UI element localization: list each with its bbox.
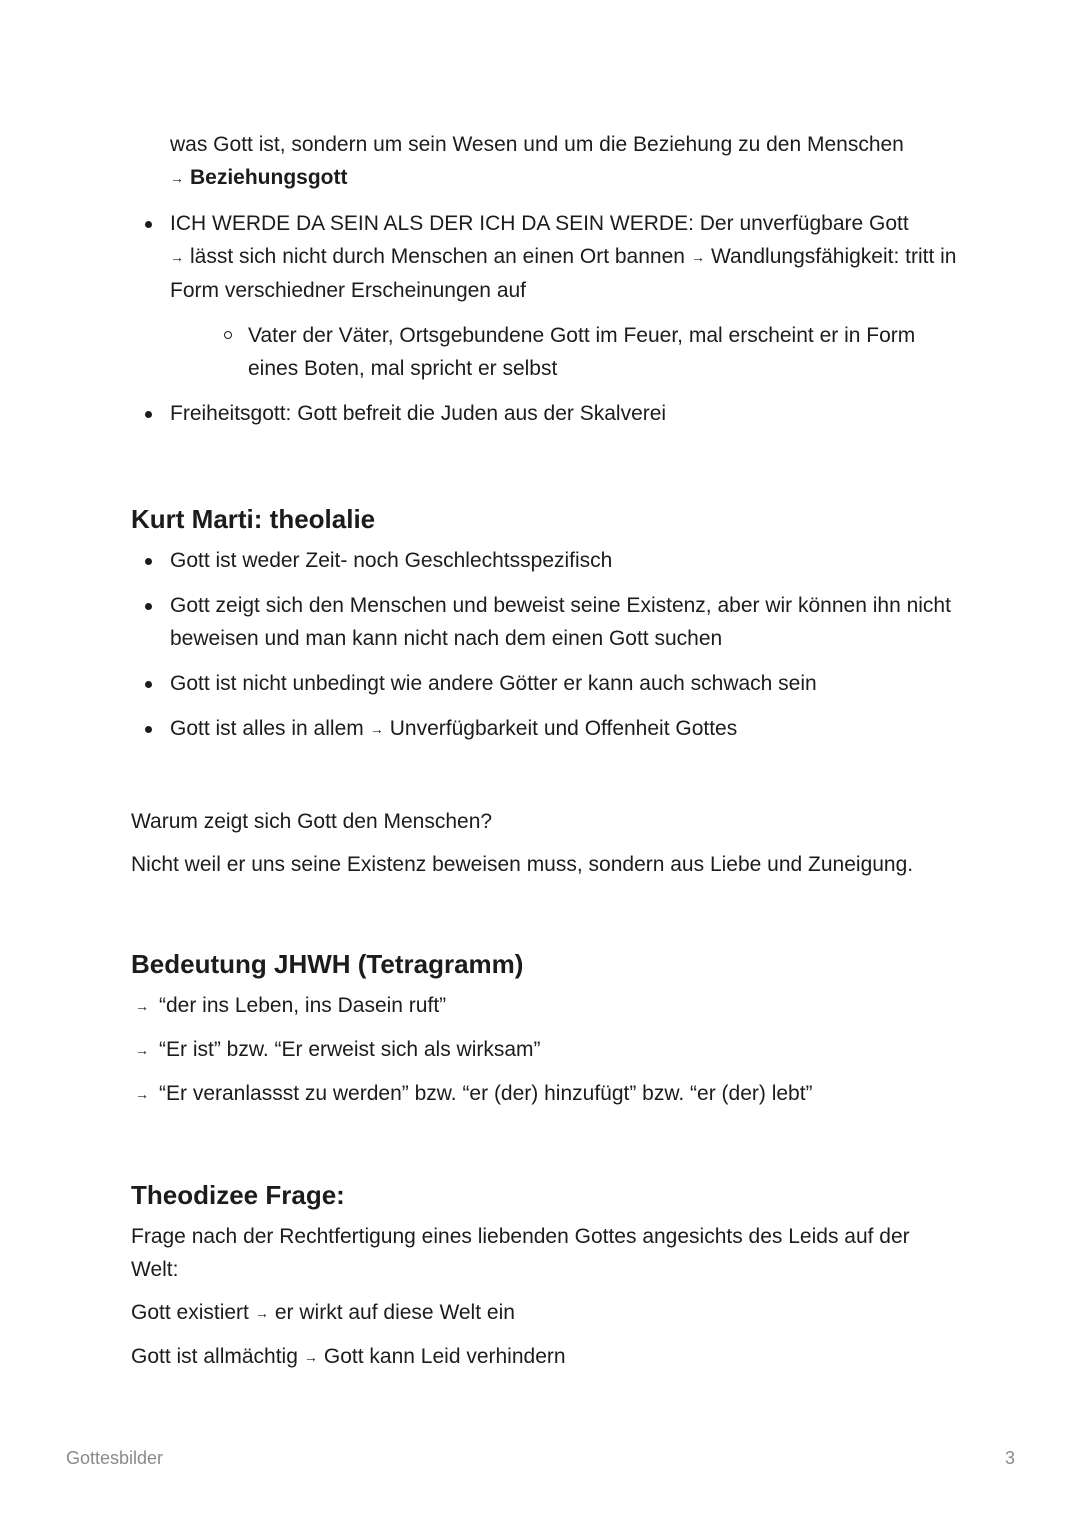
list-item — [131, 207, 961, 385]
arrow-icon: → — [135, 1086, 149, 1102]
bullet-list-top — [131, 207, 961, 430]
list-item-text: lässt sich nicht durch Menschen an einen Ort bannen — [190, 245, 685, 268]
arrow-icon: → — [369, 721, 384, 737]
jhwh-line — [131, 1033, 961, 1067]
section-heading-jhwh: Bedeutung JHWH (Tetragramm) — [131, 949, 524, 979]
theodizee-line — [131, 1340, 961, 1374]
question-paragraph: Warum zeigt sich Gott den Menschen? — [131, 810, 493, 833]
theodizee-line-text: Gott ist allmächtig — [131, 1345, 298, 1368]
continuation-text: was Gott ist, sondern um sein Wesen und um die Beziehung zu den Menschen — [170, 133, 904, 156]
arrow-icon: → — [254, 1305, 269, 1321]
theodizee-body — [131, 1220, 961, 1374]
theodizee-line-text: Gott existiert — [131, 1301, 249, 1324]
jhwh-line — [131, 1077, 961, 1111]
jhwh-lines — [131, 989, 961, 1111]
list-item-text: Gott ist nicht unbedingt wie andere Götter er kann auch schwach sein — [170, 672, 817, 695]
theodizee-line-text: er wirkt auf diese Welt ein — [274, 1301, 515, 1324]
continuation-paragraph — [170, 128, 961, 195]
list-item — [131, 589, 961, 655]
bullet-list-kurt — [131, 544, 961, 746]
sub-list-item-text: Vater der Väter, Ortsgebundene Gott im Feuer, mal erscheint er in Form eines Boten, mal spricht er selbst — [248, 324, 916, 380]
arrow-icon: → — [170, 170, 184, 186]
section-heading-kurt-marti: Kurt Marti: theolalie — [131, 504, 376, 534]
theodizee-intro: Frage nach der Rechtfertigung eines liebenden Gottes angesichts des Leids auf der Welt: — [131, 1225, 910, 1281]
sub-list — [170, 319, 961, 385]
arrow-icon: → — [135, 998, 149, 1014]
list-item-text: ICH WERDE DA SEIN ALS DER ICH DA SEIN WERDE: Der unverfügbare Gott — [170, 212, 909, 235]
jhwh-line-text: “Er ist” bzw. “Er erweist sich als wirksam” — [159, 1038, 541, 1061]
list-item — [131, 544, 961, 577]
arrow-icon: → — [170, 249, 184, 265]
theodizee-line — [131, 1296, 961, 1330]
list-item-text: Gott ist alles in allem — [170, 717, 364, 740]
footer-document-title: Gottesbilder — [66, 1448, 164, 1468]
arrow-icon: → — [303, 1349, 318, 1365]
jhwh-line-text: “der ins Leben, ins Dasein ruft” — [159, 994, 447, 1017]
section-heading-theodizee: Theodizee Frage: — [131, 1180, 345, 1210]
footer-page-number: 3 — [1004, 1448, 1015, 1468]
beziehungsgott-term: Beziehungsgott — [190, 166, 348, 189]
jhwh-line — [131, 989, 961, 1023]
arrow-icon: → — [690, 249, 705, 265]
list-item — [131, 712, 961, 746]
list-item — [131, 397, 961, 430]
list-item-text: Wandlungsfähigkeit: tritt in Form verschiedner Erscheinungen auf — [170, 245, 957, 302]
sub-list-item — [170, 319, 961, 385]
jhwh-line-text: “Er veranlassst zu werden” bzw. “er (der) hinzufügt” bzw. “er (der) lebt” — [159, 1082, 813, 1105]
list-item-text: Freiheitsgott: Gott befreit die Juden aus der Skalverei — [170, 402, 667, 425]
page-content — [131, 128, 961, 1374]
arrow-icon: → — [135, 1042, 149, 1058]
answer-paragraph: Nicht weil er uns seine Existenz beweisen muss, sondern aus Liebe und Zuneigung. — [131, 853, 914, 876]
list-item-text: Unverfügbarkeit und Offenheit Gottes — [389, 717, 738, 740]
theodizee-line-text: Gott kann Leid verhindern — [323, 1345, 566, 1368]
list-item-text: Gott zeigt sich den Menschen und beweist seine Existenz, aber wir können ihn nicht beweisen und man kann nicht nach dem einen Gott suchen — [170, 594, 951, 650]
list-item — [131, 667, 961, 700]
list-item-text: Gott ist weder Zeit- noch Geschlechtsspezifisch — [170, 549, 613, 572]
